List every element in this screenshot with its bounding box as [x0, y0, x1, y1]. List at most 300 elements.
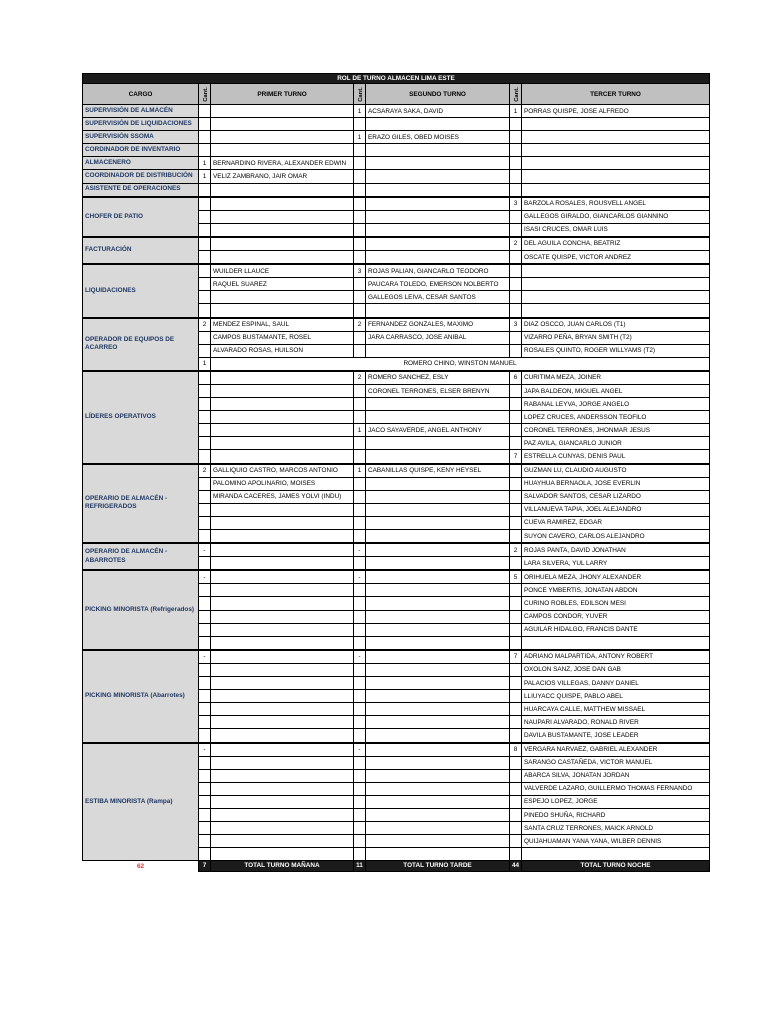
count-cell-turno-1: [199, 557, 211, 571]
name-cell-turno-1: [211, 636, 354, 650]
name-cell-turno-1: CAMPOS BUSTAMANTE, ROSEL: [211, 331, 354, 344]
name-cell-turno-1: [211, 251, 354, 265]
count-cell-turno-1: 2: [199, 464, 211, 478]
count-cell-turno-1: [199, 371, 211, 385]
count-cell-turno-3: [510, 557, 522, 571]
count-cell-turno-2: -: [354, 650, 366, 664]
cargo-cell: PICKING MINORISTA (Abarrotes): [83, 650, 199, 743]
count-cell-turno-3: [510, 729, 522, 743]
name-cell-turno-3: DIAZ OSCCO, JUAN CARLOS (T1): [522, 318, 710, 332]
count-cell-turno-3: [510, 835, 522, 848]
count-cell-turno-1: [199, 677, 211, 690]
cargo-cell: PICKING MINORISTA (Refrigerados): [83, 570, 199, 650]
count-cell-turno-1: [199, 835, 211, 848]
name-cell-turno-2: ERAZO GILES, OBED MOISES: [366, 131, 510, 144]
cargo-cell: LÍDERES OPERATIVOS: [83, 371, 199, 464]
count-cell-turno-3: [510, 278, 522, 291]
count-cell-turno-2: [354, 170, 366, 183]
name-cell-turno-1: [211, 690, 354, 703]
name-cell-turno-3: LARA SILVERA, YUL LARRY: [522, 557, 710, 571]
cargo-cell: FACTURACIÓN: [83, 237, 199, 264]
name-cell-turno-1: GALLIQUIO CASTRO, MARCOS ANTONIO: [211, 464, 354, 478]
count-cell-turno-3: [510, 183, 522, 197]
name-cell-turno-3: GUZMAN LU, CLAUDIO AUGUSTO: [522, 464, 710, 478]
total-label-3: TOTAL TURNO NOCHE: [522, 861, 710, 872]
count-cell-turno-3: [510, 170, 522, 183]
count-cell-turno-2: [354, 291, 366, 304]
name-cell-turno-2: [366, 516, 510, 529]
name-cell-turno-2: [366, 584, 510, 597]
table-row: [83, 183, 710, 197]
name-cell-turno-1: [211, 118, 354, 131]
count-cell-turno-3: [510, 663, 522, 676]
count-cell-turno-1: [199, 769, 211, 782]
count-cell-turno-1: [199, 450, 211, 464]
name-cell-turno-3: SUYON CAVERO, CARLOS ALEJANDRO: [522, 530, 710, 544]
name-cell-turno-2: [366, 663, 510, 676]
count-cell-turno-3: [510, 398, 522, 411]
name-cell-turno-2: [366, 304, 510, 318]
table-row: [83, 197, 710, 211]
table-row: [83, 170, 710, 183]
count-cell-turno-3: [510, 808, 522, 821]
name-cell-turno-2: [366, 557, 510, 571]
count-cell-turno-1: [199, 344, 211, 357]
name-cell-turno-3: [522, 183, 710, 197]
name-cell-turno-3: [522, 264, 710, 278]
name-cell-turno-2: [366, 729, 510, 743]
name-cell-turno-1: [211, 223, 354, 237]
name-cell-turno-3: VALVERDE LAZARO, GUILLERMO THOMAS FERNANDO: [522, 782, 710, 795]
name-cell-turno-3: PONCE YMBERTIS, JONATAN ABDON: [522, 584, 710, 597]
count-cell-turno-2: [354, 304, 366, 318]
count-cell-turno-3: [510, 384, 522, 397]
name-cell-turno-3: OSCATE QUISPE, VICTOR ANDREZ: [522, 251, 710, 265]
count-cell-turno-2: [354, 278, 366, 291]
name-cell-turno-1: [211, 411, 354, 424]
name-cell-turno-2: ROMERO SANCHEZ, ESLY: [366, 371, 510, 385]
name-cell-turno-1: [211, 516, 354, 529]
count-cell-turno-1: [199, 144, 211, 157]
name-cell-turno-2: [366, 157, 510, 170]
name-cell-turno-3: SALVADOR SANTOS, CESAR LIZARDO: [522, 490, 710, 503]
count-cell-turno-1: 1: [199, 157, 211, 170]
name-cell-turno-2: [366, 197, 510, 211]
count-cell-turno-3: 3: [510, 197, 522, 211]
table-row: [83, 264, 710, 278]
name-cell-turno-3: ADRIANO MALPARTIDA, ANTONY ROBERT: [522, 650, 710, 664]
name-cell-turno-2: [366, 118, 510, 131]
count-cell-turno-2: -: [354, 743, 366, 757]
count-cell-turno-3: [510, 424, 522, 437]
count-cell-turno-2: [354, 197, 366, 211]
cargo-cell: COORDINADOR DE DISTRIBUCIÓN: [83, 170, 199, 183]
count-cell-turno-2: 2: [354, 371, 366, 385]
count-cell-turno-2: [354, 756, 366, 769]
name-cell-turno-2: [366, 808, 510, 821]
name-cell-turno-2: [366, 503, 510, 516]
name-cell-turno-2: [366, 690, 510, 703]
count-cell-turno-2: [354, 703, 366, 716]
count-cell-turno-1: [199, 131, 211, 144]
name-cell-turno-3: CAMPOS CONDOR, YUVER: [522, 610, 710, 623]
name-cell-turno-3: [522, 157, 710, 170]
table-row: [83, 105, 710, 118]
name-cell-turno-3: PORRAS QUISPE, JOSE ALFREDO: [522, 105, 710, 118]
count-cell-turno-2: 1: [354, 131, 366, 144]
total-label-1: TOTAL TURNO MAÑANA: [211, 861, 354, 872]
table-row: [83, 237, 710, 251]
name-cell-turno-2: GALLEGOS LEIVA, CESAR SANTOS: [366, 291, 510, 304]
count-cell-turno-1: [199, 424, 211, 437]
name-cell-turno-3: [522, 118, 710, 131]
table-row: [83, 743, 710, 757]
count-cell-turno-1: [199, 210, 211, 223]
name-cell-turno-3: GALLEGOS GIRALDO, GIANCARLOS GIANNINO: [522, 210, 710, 223]
cargo-cell: LIQUIDACIONES: [83, 264, 199, 317]
name-cell-turno-2: FERNANDEZ GONZALES, MAXIMO: [366, 318, 510, 332]
name-cell-turno-1: WUILDER LLAUCE: [211, 264, 354, 278]
shift-roster-table: [82, 73, 710, 872]
name-cell-turno-3: ROJAS PANTA, DAVID JONATHAN: [522, 543, 710, 557]
name-cell-turno-3: CURINO ROBLES, EDILSON MESI: [522, 597, 710, 610]
count-cell-turno-1: [199, 516, 211, 529]
grand-total: 62: [83, 861, 199, 872]
count-cell-turno-3: 7: [510, 450, 522, 464]
name-cell-turno-3: [522, 131, 710, 144]
name-cell-turno-1: ALVARADO ROSAS, HUILSON: [211, 344, 354, 357]
count-cell-turno-1: [199, 584, 211, 597]
count-cell-turno-2: [354, 144, 366, 157]
count-cell-turno-3: [510, 251, 522, 265]
name-cell-turno-1: [211, 530, 354, 544]
count-cell-turno-3: [510, 131, 522, 144]
header-cant-2: [354, 84, 366, 105]
count-cell-turno-3: 2: [510, 237, 522, 251]
count-cell-turno-3: [510, 331, 522, 344]
name-cell-turno-1: [211, 291, 354, 304]
count-cell-turno-2: [354, 344, 366, 357]
count-cell-turno-1: 1: [199, 170, 211, 183]
count-cell-turno-2: [354, 398, 366, 411]
count-cell-turno-1: [199, 729, 211, 743]
count-cell-turno-3: [510, 636, 522, 650]
count-cell-turno-1: [199, 477, 211, 490]
name-cell-turno-2: [366, 703, 510, 716]
name-cell-turno-1: [211, 197, 354, 211]
name-cell-turno-1: [211, 210, 354, 223]
name-cell-turno-2: [366, 848, 510, 861]
name-cell-turno-1: [211, 437, 354, 450]
name-cell-turno-2: [366, 543, 510, 557]
table-row: [83, 157, 710, 170]
count-cell-turno-2: [354, 503, 366, 516]
count-cell-turno-3: 5: [510, 570, 522, 584]
count-cell-turno-2: [354, 411, 366, 424]
name-cell-turno-3: AGUILAR HIDALGO, FRANCIS DANTE: [522, 623, 710, 636]
name-cell-turno-1: VELIZ ZAMBRANO, JAIR OMAR: [211, 170, 354, 183]
name-cell-turno-3: DEL AGUILA CONCHA, BEATRIZ: [522, 237, 710, 251]
name-cell-turno-3: VERGARA NARVAEZ, GABRIEL ALEXANDER: [522, 743, 710, 757]
count-cell-turno-2: [354, 450, 366, 464]
name-cell-turno-2: [366, 411, 510, 424]
name-cell-turno-2: [366, 769, 510, 782]
count-cell: 1: [199, 357, 211, 371]
count-cell-turno-2: [354, 677, 366, 690]
name-cell-turno-1: [211, 144, 354, 157]
count-cell-turno-1: [199, 610, 211, 623]
name-cell-turno-2: [366, 237, 510, 251]
count-cell-turno-3: 3: [510, 318, 522, 332]
count-cell-turno-3: [510, 610, 522, 623]
name-cell-turno-2: [366, 782, 510, 795]
name-cell-turno-1: PALOMINO APOLINARIO, MOISES: [211, 477, 354, 490]
count-cell-turno-3: [510, 584, 522, 597]
count-cell-turno-1: [199, 756, 211, 769]
count-cell-turno-1: [199, 118, 211, 131]
count-cell-turno-2: [354, 210, 366, 223]
name-cell-turno-1: [211, 703, 354, 716]
count-cell-turno-3: [510, 344, 522, 357]
sheet-title: ROL DE TURNO ALMACEN LIMA ESTE: [83, 74, 710, 84]
roster-body: [83, 105, 710, 861]
name-cell-turno-2: [366, 795, 510, 808]
cargo-cell: OPERADOR DE EQUIPOS DE ACARREO: [83, 318, 199, 371]
count-cell-turno-2: [354, 157, 366, 170]
count-cell-turno-3: [510, 304, 522, 318]
count-cell-turno-1: [199, 183, 211, 197]
count-cell-turno-2: [354, 516, 366, 529]
name-cell-turno-3: ESTRELLA CUNYAS, DENIS PAUL: [522, 450, 710, 464]
count-cell-turno-2: [354, 623, 366, 636]
name-cell-turno-3: OXOLON SANZ, JOSE DAN GAB: [522, 663, 710, 676]
count-cell-turno-1: [199, 597, 211, 610]
count-cell-turno-2: 1: [354, 105, 366, 118]
name-cell-turno-2: [366, 490, 510, 503]
count-cell-turno-1: [199, 223, 211, 237]
name-cell-turno-1: BERNARDINO RIVERA, ALEXANDER EDWIN: [211, 157, 354, 170]
name-cell-turno-1: [211, 304, 354, 318]
name-cell-turno-3: ROSALES QUINTO, ROGER WILLYAMS (T2): [522, 344, 710, 357]
name-cell-turno-2: CABANILLAS QUISPE, KENY HEYSEL: [366, 464, 510, 478]
name-cell-turno-2: CORONEL TERRONES, ELSER BRENYN: [366, 384, 510, 397]
cargo-cell: SUPERVISIÓN DE LIQUIDACIONES: [83, 118, 199, 131]
count-cell-turno-1: [199, 690, 211, 703]
count-cell-turno-1: [199, 237, 211, 251]
name-cell-turno-3: JAPA BALDEON, MIGUEL ANGEL: [522, 384, 710, 397]
count-cell-turno-2: [354, 610, 366, 623]
name-cell-turno-1: [211, 131, 354, 144]
count-cell-turno-2: 1: [354, 464, 366, 478]
name-cell-turno-1: [211, 183, 354, 197]
count-cell-turno-2: [354, 437, 366, 450]
name-cell-turno-3: [522, 304, 710, 318]
name-cell-turno-2: [366, 597, 510, 610]
name-cell-turno-1: [211, 650, 354, 664]
count-cell-turno-1: [199, 636, 211, 650]
count-cell-turno-2: [354, 557, 366, 571]
name-cell-turno-2: [366, 743, 510, 757]
count-cell-turno-1: [199, 331, 211, 344]
name-cell-turno-2: [366, 344, 510, 357]
name-cell-turno-1: [211, 623, 354, 636]
name-cell-turno-2: ACSARAYA SAKA, DAVID: [366, 105, 510, 118]
count-cell-turno-3: [510, 411, 522, 424]
count-cell-turno-2: [354, 782, 366, 795]
count-cell-turno-3: [510, 503, 522, 516]
cargo-cell: SUPERVISIÓN DE ALMACÉN: [83, 105, 199, 118]
name-cell-turno-3: HUARCAYA CALLE, MATTHEW MISSAEL: [522, 703, 710, 716]
count-cell-turno-2: [354, 490, 366, 503]
cargo-cell: ESTIBA MINORISTA (Rampa): [83, 743, 199, 861]
name-cell-turno-3: HUAYHUA BERNAOLA, JOSE EVERLIN: [522, 477, 710, 490]
count-cell-turno-3: 7: [510, 650, 522, 664]
total-count-3: 44: [510, 861, 522, 872]
name-cell-turno-2: [366, 822, 510, 835]
count-cell-turno-2: [354, 795, 366, 808]
table-row: [83, 371, 710, 385]
count-cell-turno-2: [354, 663, 366, 676]
name-cell-turno-2: JARA CARRASCO, JOSE ANIBAL: [366, 331, 510, 344]
count-cell-turno-2: [354, 584, 366, 597]
name-cell-turno-1: [211, 584, 354, 597]
name-cell-turno-1: [211, 808, 354, 821]
count-cell-turno-2: [354, 769, 366, 782]
count-cell-turno-1: [199, 411, 211, 424]
count-cell-turno-3: [510, 848, 522, 861]
name-cell-turno-1: [211, 769, 354, 782]
name-cell-turno-2: [366, 210, 510, 223]
name-cell-turno-3: LOPEZ CRUCES, ANDERSSON TEOFILO: [522, 411, 710, 424]
count-cell-turno-1: [199, 503, 211, 516]
count-cell-turno-1: [199, 703, 211, 716]
count-cell-turno-3: [510, 264, 522, 278]
name-cell-turno-2: [366, 477, 510, 490]
total-count-1: 7: [199, 861, 211, 872]
name-cell-turno-1: [211, 822, 354, 835]
count-cell-turno-2: [354, 716, 366, 729]
name-cell-turno-3: ORIHUELA MEZA, JHONY ALEXANDER: [522, 570, 710, 584]
count-cell-turno-2: [354, 251, 366, 265]
name-cell-turno-1: [211, 716, 354, 729]
count-cell-turno-2: [354, 729, 366, 743]
header-segundo-turno: SEGUNDO TURNO: [366, 84, 510, 105]
count-cell-turno-2: [354, 118, 366, 131]
name-cell-turno-2: [366, 398, 510, 411]
count-cell-turno-2: [354, 183, 366, 197]
count-cell-turno-1: [199, 822, 211, 835]
name-cell-turno-2: [366, 570, 510, 584]
total-label-2: TOTAL TURNO TARDE: [366, 861, 510, 872]
cargo-cell: SUPERVISIÓN SSOMA: [83, 131, 199, 144]
header-cargo: CARGO: [83, 84, 199, 105]
count-cell-turno-3: [510, 437, 522, 450]
name-cell-turno-3: RABANAL LEYVA, JORGE ANGELO: [522, 398, 710, 411]
count-cell-turno-3: [510, 118, 522, 131]
name-cell-turno-3: BARZOLA ROSALES, ROUSVELL ANGEL: [522, 197, 710, 211]
count-cell-turno-3: [510, 530, 522, 544]
count-cell-turno-1: [199, 808, 211, 821]
count-cell-turno-1: [199, 437, 211, 450]
count-cell-turno-1: [199, 663, 211, 676]
table-row: [83, 570, 710, 584]
count-cell-turno-3: [510, 782, 522, 795]
table-row: [83, 464, 710, 478]
count-cell-turno-2: 1: [354, 424, 366, 437]
name-cell-turno-2: [366, 835, 510, 848]
name-cell-turno-1: [211, 782, 354, 795]
header-cant-1-label: Cant.: [202, 87, 209, 102]
count-cell-turno-3: [510, 291, 522, 304]
name-cell-turno-3: ESPEJO LOPEZ, JORGE: [522, 795, 710, 808]
name-cell-turno-1: [211, 384, 354, 397]
count-cell-turno-3: [510, 464, 522, 478]
total-count-2: 11: [354, 861, 366, 872]
name-cell-turno-3: CURITIMA MEZA, JOINER: [522, 371, 710, 385]
count-cell-turno-3: [510, 795, 522, 808]
count-cell-turno-2: [354, 237, 366, 251]
count-cell-turno-2: -: [354, 570, 366, 584]
count-cell-turno-1: [199, 398, 211, 411]
name-cell-turno-1: [211, 398, 354, 411]
table-row: [83, 118, 710, 131]
name-cell-turno-2: [366, 677, 510, 690]
name-cell-turno-1: [211, 424, 354, 437]
count-cell-turno-1: [199, 304, 211, 318]
name-cell-turno-3: PINEDO SHUÑA, RICHARD: [522, 808, 710, 821]
name-cell-turno-3: QUIJAHUAMAN YANA YANA, WILBER DENNIS: [522, 835, 710, 848]
name-cell-turno-1: MENDEZ ESPINAL, SAUL: [211, 318, 354, 332]
name-cell-turno-3: CORONEL TERRONES, JHONMAR JESUS: [522, 424, 710, 437]
name-cell-turno-1: [211, 795, 354, 808]
cargo-cell: OPERARIO DE ALMACÉN - REFRIGERADOS: [83, 464, 199, 544]
name-cell-turno-3: DAVILA BUSTAMANTE, JOSE LEADER: [522, 729, 710, 743]
count-cell-turno-3: [510, 703, 522, 716]
count-cell-turno-1: [199, 530, 211, 544]
count-cell-turno-2: [354, 822, 366, 835]
count-cell-turno-1: [199, 291, 211, 304]
count-cell-turno-2: [354, 384, 366, 397]
count-cell-turno-1: [199, 782, 211, 795]
name-cell-turno-1: [211, 597, 354, 610]
count-cell-turno-3: 1: [510, 105, 522, 118]
name-cell-turno-1: RAQUEL SUAREZ: [211, 278, 354, 291]
name-cell-turno-3: PALACIOS VILLEGAS, DANNY DANIEL: [522, 677, 710, 690]
count-cell-turno-2: [354, 223, 366, 237]
count-cell-turno-3: [510, 144, 522, 157]
name-cell-turno-2: [366, 623, 510, 636]
name-cell-turno-1: [211, 105, 354, 118]
name-cell-turno-2: [366, 170, 510, 183]
name-cell-turno-1: [211, 237, 354, 251]
name-cell-turno-1: [211, 503, 354, 516]
name-cell-turno-3: ABARCA SILVA, JONATAN JORDAN: [522, 769, 710, 782]
count-cell-turno-3: [510, 477, 522, 490]
name-cell-turno-1: [211, 610, 354, 623]
count-cell-turno-1: [199, 251, 211, 265]
count-cell-turno-2: -: [354, 543, 366, 557]
count-cell-turno-1: [199, 105, 211, 118]
name-cell-turno-3: [522, 291, 710, 304]
count-cell-turno-2: [354, 835, 366, 848]
count-cell-turno-3: [510, 223, 522, 237]
count-cell-turno-3: [510, 210, 522, 223]
name-cell-turno-1: [211, 543, 354, 557]
name-cell-turno-2: [366, 183, 510, 197]
name-cell-turno-2: [366, 650, 510, 664]
table-row: [83, 650, 710, 664]
name-cell-turno-3: NAUPARI ALVARADO, RONALD RIVER: [522, 716, 710, 729]
